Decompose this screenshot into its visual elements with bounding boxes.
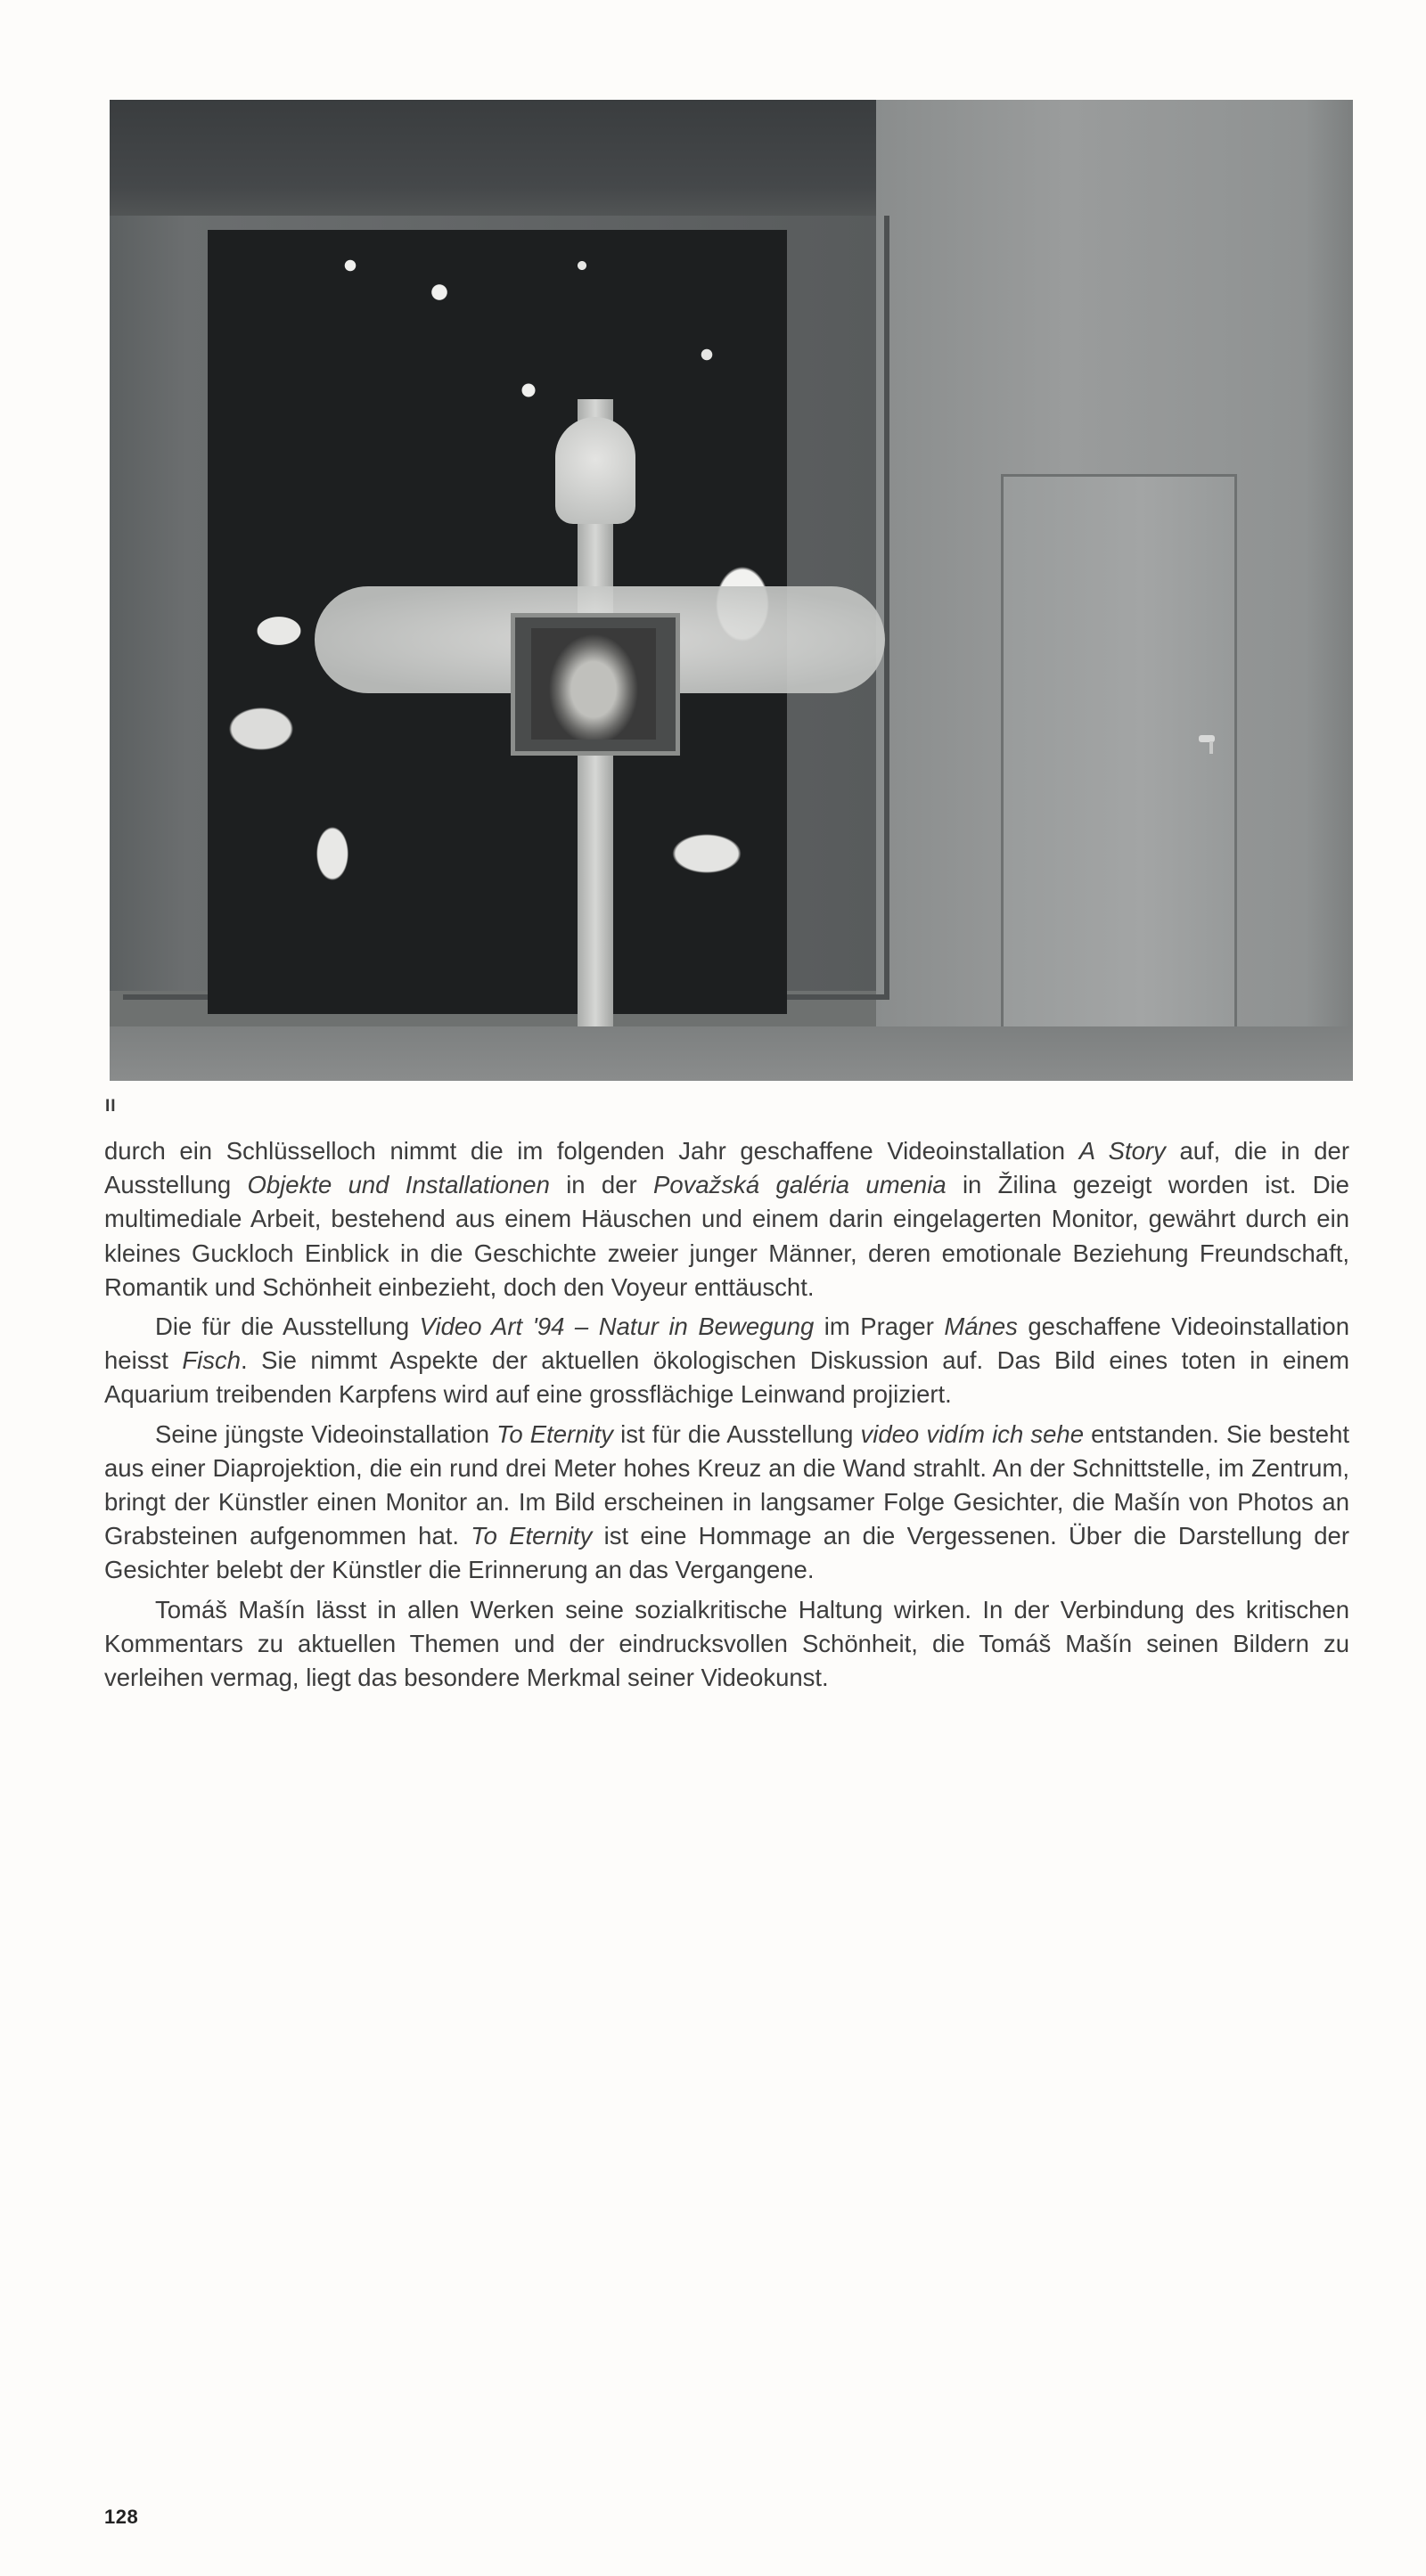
installation-photo xyxy=(110,100,1353,1081)
gallery-door xyxy=(1001,474,1237,1026)
text-run: geschaffene Videoinstallation heisst xyxy=(104,1313,1349,1375)
italic-title: Mánes xyxy=(944,1313,1018,1341)
italic-title: Video Art '94 – Natur in Bewegung xyxy=(419,1313,815,1341)
text-run: Seine jüngste Videoinstallation xyxy=(155,1419,497,1448)
article-body xyxy=(104,1134,1349,1700)
text-run: auf, die in der Ausstellung xyxy=(104,1137,1349,1199)
text-run: entstanden. Sie besteht aus einer Diaprojektion, die ein rund drei Meter hohes Kreuz an die Wand strahlt. An der Schnittstelle, im Zentrum, bringt der Künstler einen Monitor an. Im Bild erscheinen in langsamer Folge Gesichter, die Mašín von Photos an Grabsteinen aufgenommen hat. xyxy=(104,1419,1350,1550)
italic-title: To Eternity xyxy=(471,1522,593,1550)
text-run: in Žilina gezeigt worden ist. Die multimediale Arbeit, bestehend aus einem Häuschen und einem darin eingelagerten Monitor, gewährt durch ein kleines Guckloch Einblick in die Geschichte zweier junger Männer, deren emotionale Beziehung Freundschaft, Romantik und Schönheit einbezieht, doch den Voyeur enttäuscht. xyxy=(104,1171,1349,1301)
italic-title: Fisch xyxy=(182,1346,242,1375)
monitor-with-face xyxy=(511,613,680,756)
text-run: durch ein Schlüsselloch nimmt die im folgenden Jahr geschaffene Videoinstallation xyxy=(104,1137,1079,1165)
photo-floor xyxy=(110,1026,1353,1081)
italic-title: To Eternity xyxy=(496,1419,614,1448)
italic-title: A Story xyxy=(1078,1137,1166,1165)
text-run: ist eine Hommage an die Vergessenen. Über die Darstellung der Gesichter belebt der Künstler die Erinnerung an das Vergangene. xyxy=(104,1522,1350,1584)
page-number: 128 xyxy=(104,2506,139,2528)
figure-number: II xyxy=(105,1097,117,1116)
italic-title: video vidím ich sehe xyxy=(860,1419,1085,1448)
projected-cross-image xyxy=(208,230,787,1014)
face-portrait xyxy=(531,628,656,740)
text-run: Die für die Ausstellung xyxy=(155,1313,420,1341)
paragraph xyxy=(104,1310,1349,1412)
italic-title: Považská galéria umenia xyxy=(653,1171,947,1199)
text-run: Tomáš Mašín lässt in allen Werken seine sozialkritische Haltung wirken. In der Verbindung des kritischen Kommentars zu aktuellen Themen und der eindrucksvollen Schönheit, die Tomáš Mašín seinen Bildern zu verleihen vermag, liegt das besondere Merkmal seiner Videokunst. xyxy=(104,1595,1349,1692)
door-handle-icon xyxy=(1199,735,1215,742)
text-run: im Prager xyxy=(814,1313,945,1341)
paragraph xyxy=(104,1593,1349,1696)
text-run: . Sie nimmt Aspekte der aktuellen ökologischen Diskussion auf. Das Bild eines toten in einem Aquarium treibenden Karpfens wird auf eine grossflächige Leinwand projiziert. xyxy=(104,1346,1349,1409)
text-run: ist für die Ausstellung xyxy=(613,1419,861,1448)
cross-top-finial xyxy=(555,417,635,524)
paragraph xyxy=(104,1134,1349,1304)
text-run: in der xyxy=(549,1171,653,1199)
italic-title: Objekte und Installationen xyxy=(247,1171,550,1199)
paragraph xyxy=(104,1418,1349,1588)
